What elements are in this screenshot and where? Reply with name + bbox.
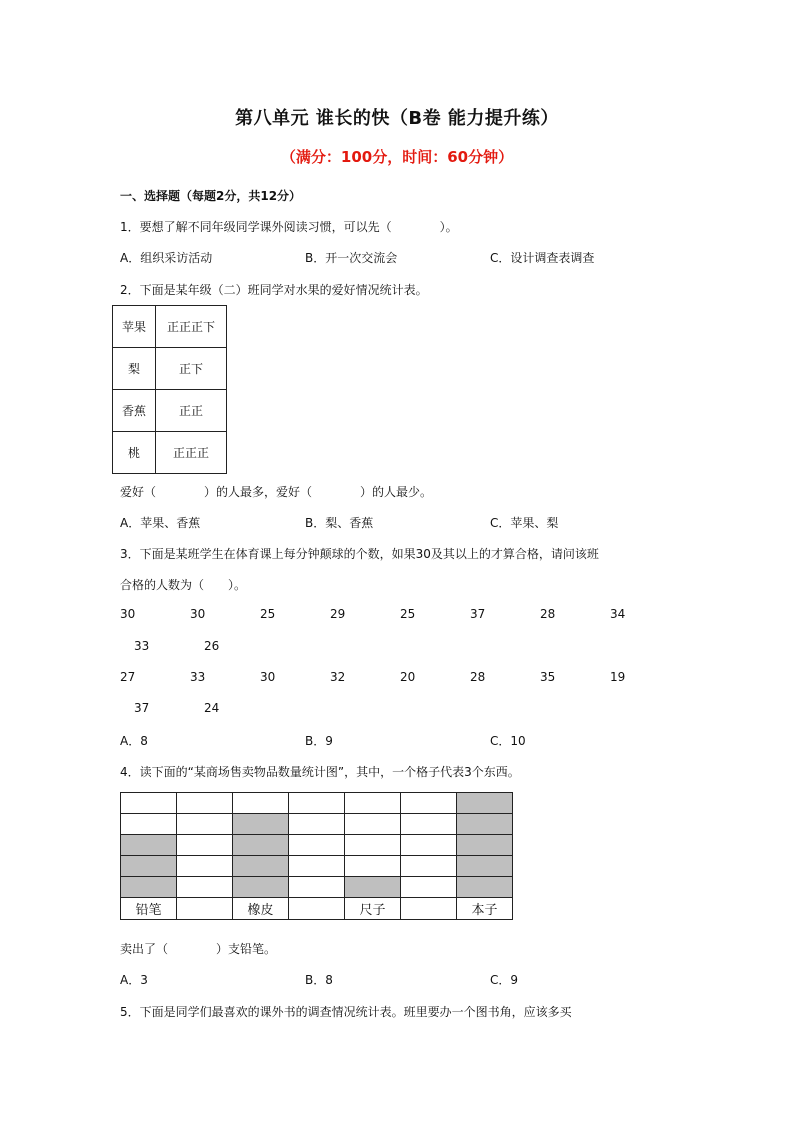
grid-category-label: 铅笔 xyxy=(121,898,177,920)
table-row xyxy=(113,432,227,474)
question-5: 5．下面是同学们最喜欢的课外书的调查情况统计表。班里要办一个图书角，应该多买 xyxy=(120,1005,572,1019)
grid-row xyxy=(121,856,513,877)
data-value: 33 xyxy=(190,670,206,684)
data-value: 19 xyxy=(610,670,626,684)
data-value: 32 xyxy=(330,670,346,684)
grid-cell-filled xyxy=(233,814,289,835)
data-value: 26 xyxy=(204,639,220,653)
data-value: 30 xyxy=(190,607,206,621)
grid-cell xyxy=(401,793,457,814)
data-value: 20 xyxy=(400,670,416,684)
grid-cell xyxy=(401,835,457,856)
grid-cell-filled xyxy=(457,814,513,835)
grid-row xyxy=(121,835,513,856)
grid-cell xyxy=(177,856,233,877)
grid-row xyxy=(121,814,513,835)
data-value: 30 xyxy=(260,670,276,684)
table-row xyxy=(113,390,227,432)
grid-cell xyxy=(121,793,177,814)
grid-label-row xyxy=(121,898,513,920)
grid-cell-filled xyxy=(457,835,513,856)
q4-blank: 卖出了（ ）支铅笔。 xyxy=(120,942,277,956)
table-row xyxy=(113,348,227,390)
grid-cell xyxy=(289,856,345,877)
q2-option-c: C．苹果、梨 xyxy=(490,516,559,530)
data-value: 30 xyxy=(120,607,136,621)
grid-cell xyxy=(345,856,401,877)
question-3-line-2: 合格的人数为（ ）。 xyxy=(120,578,247,592)
data-value: 37 xyxy=(470,607,486,621)
grid-cell xyxy=(401,856,457,877)
question-1: 1．要想了解不同年级同学课外阅读习惯，可以先（ ）。 xyxy=(120,220,458,234)
grid-cell xyxy=(401,877,457,898)
data-value: 35 xyxy=(540,670,556,684)
grid-cell-filled xyxy=(457,793,513,814)
grid-cell-filled xyxy=(121,856,177,877)
q1-option-a: A．组织采访活动 xyxy=(120,251,213,265)
fruit-name: 梨 xyxy=(113,348,156,390)
page-title: 第八单元 谁长的快（B卷 能力提升练） xyxy=(235,108,559,129)
page-subtitle: （满分：100分，时间：60分钟） xyxy=(280,148,514,166)
section-heading: 一、选择题（每题2分，共12分） xyxy=(120,189,302,203)
grid-cell xyxy=(177,835,233,856)
grid-cell xyxy=(289,793,345,814)
fruit-name: 香蕉 xyxy=(113,390,156,432)
data-value: 24 xyxy=(204,701,220,715)
grid-cell xyxy=(177,877,233,898)
q4-option-a: A．3 xyxy=(120,973,148,987)
q3-option-b: B．9 xyxy=(305,734,333,748)
q2-blank: 爱好（ ）的人最多，爱好（ ）的人最少。 xyxy=(120,485,433,499)
data-value: 34 xyxy=(610,607,626,621)
tally-marks: 正正 xyxy=(156,390,227,432)
data-value: 37 xyxy=(134,701,150,715)
grid-category-label: 本子 xyxy=(457,898,513,920)
grid-cell xyxy=(177,814,233,835)
grid-cell-filled xyxy=(233,877,289,898)
q3-option-c: C．10 xyxy=(490,734,526,748)
grid-cell-filled xyxy=(233,835,289,856)
grid-cell xyxy=(289,835,345,856)
data-value: 28 xyxy=(470,670,486,684)
grid-category-label xyxy=(177,898,233,920)
fruit-name: 桃 xyxy=(113,432,156,474)
question-2: 2．下面是某年级（二）班同学对水果的爱好情况统计表。 xyxy=(120,283,428,297)
data-value: 29 xyxy=(330,607,346,621)
grid-cell-filled xyxy=(233,856,289,877)
q1-option-c: C．设计调查表调查 xyxy=(490,251,595,265)
tally-marks: 正正正 xyxy=(156,432,227,474)
q2-option-b: B．梨、香蕉 xyxy=(305,516,374,530)
data-value: 33 xyxy=(134,639,150,653)
grid-cell xyxy=(121,814,177,835)
grid-cell xyxy=(345,814,401,835)
question-3-line-1: 3．下面是某班学生在体育课上每分钟颠球的个数，如果30及其以上的才算合格，请问该班 xyxy=(120,547,599,561)
data-value: 28 xyxy=(540,607,556,621)
grid-cell-filled xyxy=(345,877,401,898)
grid-row xyxy=(121,793,513,814)
question-4: 4．读下面的“某商场售卖物品数量统计图”，其中，一个格子代表3个东西。 xyxy=(120,765,520,779)
grid-cell-filled xyxy=(121,835,177,856)
data-value: 25 xyxy=(260,607,276,621)
grid-cell xyxy=(289,877,345,898)
grid-cell xyxy=(289,814,345,835)
grid-row xyxy=(121,877,513,898)
grid-cell xyxy=(345,835,401,856)
grid-cell xyxy=(401,814,457,835)
data-value: 27 xyxy=(120,670,136,684)
q4-option-c: C．9 xyxy=(490,973,519,987)
q3-option-a: A．8 xyxy=(120,734,148,748)
grid-category-label: 橡皮 xyxy=(233,898,289,920)
grid-cell xyxy=(233,793,289,814)
fruit-name: 苹果 xyxy=(113,306,156,348)
grid-category-label xyxy=(289,898,345,920)
tally-marks: 正下 xyxy=(156,348,227,390)
grid-category-label xyxy=(401,898,457,920)
q4-option-b: B．8 xyxy=(305,973,333,987)
sales-grid-chart xyxy=(120,792,513,920)
fruit-tally-table xyxy=(112,305,227,474)
table-row xyxy=(113,306,227,348)
q2-option-a: A．苹果、香蕉 xyxy=(120,516,201,530)
grid-cell-filled xyxy=(121,877,177,898)
tally-marks: 正正正下 xyxy=(156,306,227,348)
grid-cell-filled xyxy=(457,877,513,898)
data-value: 25 xyxy=(400,607,416,621)
grid-cell xyxy=(345,793,401,814)
grid-cell-filled xyxy=(457,856,513,877)
grid-cell xyxy=(177,793,233,814)
grid-category-label: 尺子 xyxy=(345,898,401,920)
q1-option-b: B．开一次交流会 xyxy=(305,251,398,265)
